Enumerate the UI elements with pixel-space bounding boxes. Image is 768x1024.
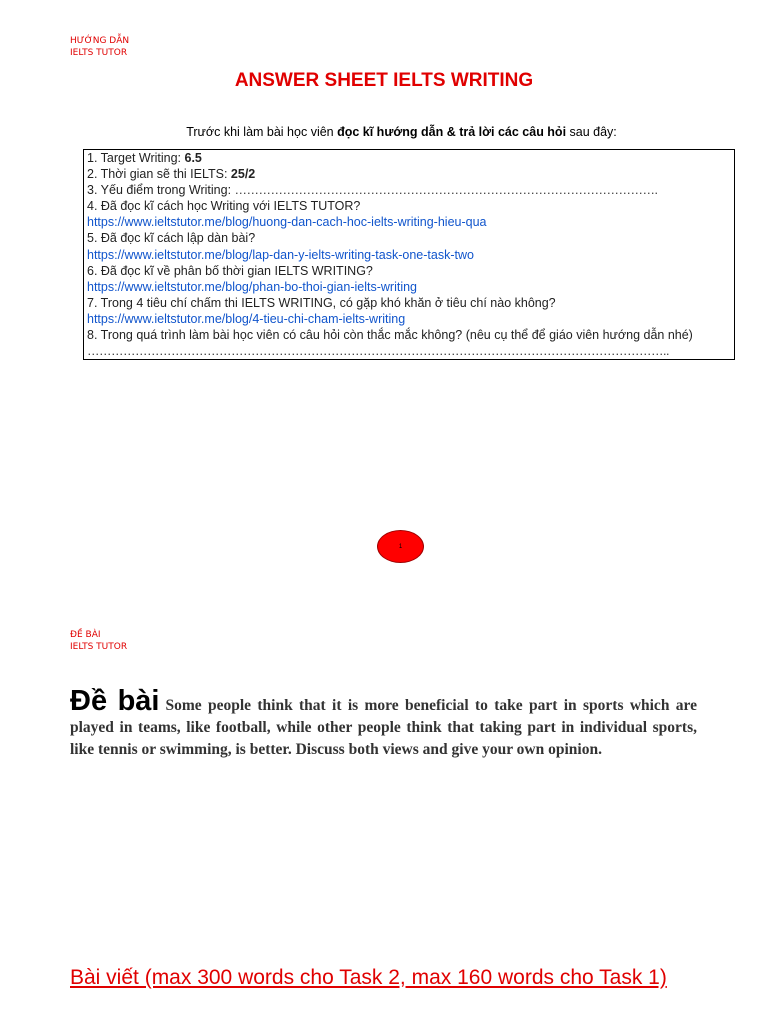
header-label (70, 35, 129, 59)
section-header-line-1: ĐỀ BÀI (70, 630, 101, 640)
question-2-label: 2. Thời gian sẽ thi IELTS: (87, 167, 231, 182)
question-8-answer-blank[interactable]: ……………………………………………………………………………………………………………………………….. (87, 344, 669, 359)
intro-text (0, 125, 768, 139)
intro-after: sau đây: (566, 125, 617, 139)
question-5-label: 5. Đã đọc kĩ cách lập dàn bài? (87, 231, 256, 246)
question-7-label: 7. Trong 4 tiêu chí chấm thi IELTS WRITING, có gặp khó khăn ở tiêu chí nào không? (87, 295, 556, 310)
question-3-answer-blank[interactable]: ……………………………………………………………………………………………. (234, 183, 658, 198)
question-3-label: 3. Yếu điểm trong Writing: (87, 183, 235, 198)
question-5-link[interactable]: https://www.ieltstutor.me/blog/lap-dan-y-ielts-writing-task-one-task-two (87, 247, 474, 262)
questions-box (83, 149, 735, 360)
question-6-link[interactable]: https://www.ieltstutor.me/blog/phan-bo-thoi-gian-ielts-writing (87, 279, 418, 294)
question-7-link[interactable]: https://www.ieltstutor.me/blog/4-tieu-chi-cham-ielts-writing (87, 311, 406, 326)
question-8-label: 8. Trong quá trình làm bài học viên có câu hỏi còn thắc mắc không? (nêu cụ thể để giáo viên hướng dẫn nhé) (87, 328, 693, 343)
question-4-link[interactable]: https://www.ieltstutor.me/blog/huong-dan-cach-hoc-ielts-writing-hieu-qua (87, 215, 487, 230)
header-line-1: HƯỚNG DẪN (70, 36, 130, 46)
intro-before: Trước khi làm bài học viên (186, 125, 338, 139)
question-3 (87, 182, 731, 198)
question-1-answer[interactable]: 6.5 (184, 151, 202, 165)
question-6-label: 6. Đã đọc kĩ về phân bố thời gian IELTS WRITING? (87, 263, 373, 278)
prompt-text: Some people think that it is more beneficial to take part in sports which are played in teams, like football, while other people think that taking part in individual sports, like tennis or swimming, is better. Discuss both views and give your own opinion. (70, 697, 697, 758)
question-1-label: 1. Target Writing: (87, 151, 185, 165)
section-header-line-2: IELTS TUTOR (70, 642, 128, 652)
question-2 (87, 166, 731, 182)
section-header-label (70, 629, 127, 653)
question-1 (87, 150, 731, 166)
question-4-label: 4. Đã đọc kĩ cách học Writing với IELTS TUTOR? (87, 199, 361, 214)
task-prompt (70, 685, 697, 761)
question-2-answer[interactable]: 25/2 (230, 167, 256, 182)
page-number-badge: 1 (377, 530, 424, 563)
intro-bold: đọc kĩ hướng dẫn & trả lời các câu hỏi (337, 125, 567, 139)
header-line-2: IELTS TUTOR (70, 48, 128, 58)
page-title: ANSWER SHEET IELTS WRITING (234, 70, 534, 91)
prompt-heading: Đề bài (70, 685, 160, 717)
essay-heading: Bài viết (max 300 words cho Task 2, max 160 words cho Task 1) (70, 966, 667, 989)
